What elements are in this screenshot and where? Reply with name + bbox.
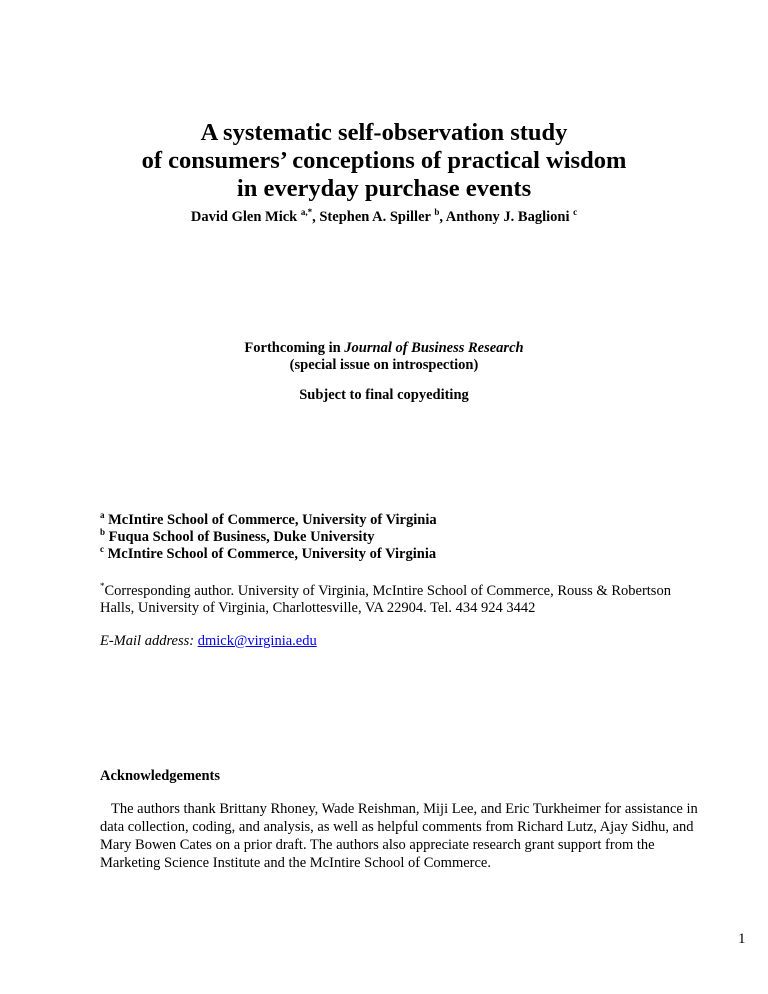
author-name: Stephen A. Spiller — [319, 209, 431, 225]
title-line: of consumers’ conceptions of practical wisdom — [141, 147, 627, 174]
email-link[interactable]: dmick@virginia.edu — [197, 633, 317, 649]
email-label: E-Mail address: — [100, 633, 195, 649]
author-name: Anthony J. Baglioni — [445, 209, 570, 225]
journal-name: Journal of Business Research — [344, 340, 524, 356]
paper-title — [0, 119, 768, 203]
author-name: David Glen Mick — [190, 209, 298, 225]
acknowledgements-text: The authors thank Brittany Rhoney, Wade Reishman, Miji Lee, and Eric Turkheimer for assistance in data collection, coding, and analysis, as well as helpful comments from Richard Lutz, Ajay Sidhu, and Mary Bowen Cates on a prior draft. The authors also appreciate research grant support from the Marketing Science Institute and the McIntire School of Commerce. — [100, 801, 698, 871]
affiliation: $^a$ McIntire School of Commerce, University of Virginia — [100, 510, 437, 528]
affiliation: $^c$ McIntire School of Commerce, University of Virginia — [100, 544, 437, 562]
page-number: 1 — [738, 931, 746, 947]
affiliation-list — [100, 512, 700, 563]
acknowledgements-heading: Acknowledgements — [100, 768, 221, 784]
author-list: David Glen Mick $^{a,*}$, Stephen A. Spiller $^b$, Anthony J. Baglioni $^c$ — [190, 207, 578, 225]
author-sup: b — [434, 207, 440, 218]
title-line: in everyday purchase events — [236, 175, 532, 202]
email-line — [100, 633, 700, 650]
copyedit-status: Subject to final copyediting — [299, 387, 469, 403]
special-issue: (special issue on introspection) — [289, 356, 479, 373]
title-line: A systematic self-observation study — [200, 119, 568, 146]
publication-info — [0, 340, 768, 373]
author-sup: c — [573, 207, 578, 218]
corresponding-author: *Corresponding author. University of Virginia, McIntire School of Commerce, Rouss & Robertson Halls, University of Virginia, Charlottesville, VA 22904. Tel. 434 924 3442 — [100, 581, 671, 616]
author-sup: a,* — [300, 207, 313, 218]
publication-prefix: Forthcoming in — [244, 340, 345, 356]
affiliation: $^b$ Fuqua School of Business, Duke University — [100, 527, 375, 545]
